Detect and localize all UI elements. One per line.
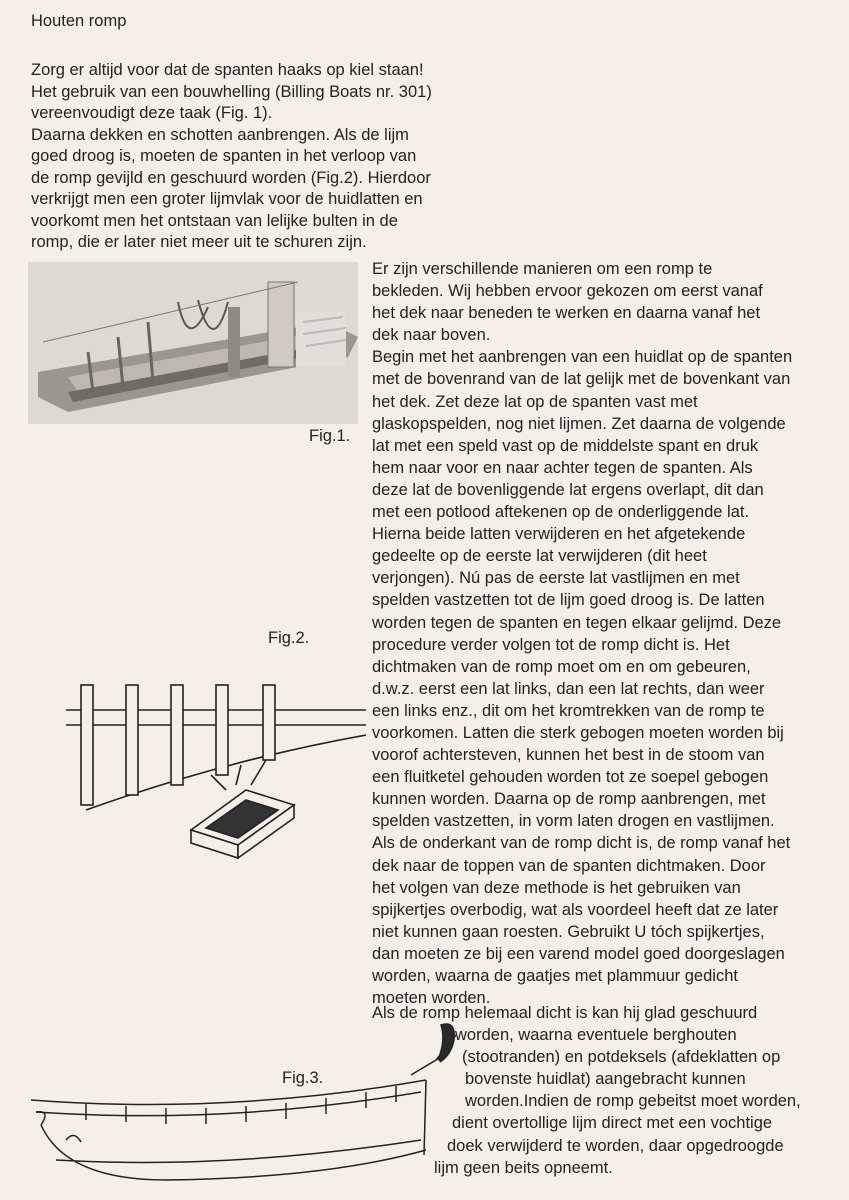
text-line: gedeelte op de eerste lat verwijderen (dit heet [372, 547, 707, 566]
intro-line: goed droog is, moeten de spanten in het verloop van [31, 147, 417, 165]
intro-line: voorkomt men het ontstaan van lelijke bulten in de [31, 211, 398, 230]
fig1-caption: Fig.1. [309, 427, 351, 445]
page-title: Houten romp [31, 12, 127, 30]
text-line: het dek. Zet deze lat op de spanten vast met [372, 392, 698, 411]
text-line: worden tegen de spanten en tegen elkaar gelijmd. Deze [372, 613, 782, 632]
text-line: hem naar voor en naar achter tegen de spanten. Als [372, 458, 753, 477]
text-line: spijkertjes overbodig, wat als voordeel heeft dat ze later [372, 900, 779, 919]
text-line: het dek naar beneden te werken en daarna vanaf het [372, 304, 761, 323]
main-text-column [372, 258, 822, 1009]
frames-sanding-diagram [66, 680, 366, 870]
text-line: dek naar de toppen van de spanten dichtmaken. Door [372, 856, 766, 875]
text-line: lijm geen beits opneemt. [434, 1158, 613, 1177]
text-line: dan moeten ze bij een varend model goed doorgeslagen [372, 944, 785, 963]
text-line: moeten worden. [372, 989, 491, 1008]
intro-line: Daarna dekken en schotten aanbrengen. Als de lijm [31, 125, 409, 144]
text-line: worden.Indien de romp gebeitst moet worden, [465, 1092, 801, 1111]
text-line: dient overtollige lijm direct met een vochtige [452, 1114, 773, 1133]
text-line: een links enz., dit om het kromtrekken van de romp te [372, 701, 765, 720]
text-line: Als de onderkant van de romp dicht is, de romp vanaf het [372, 834, 791, 853]
intro-line: romp, die er later niet meer uit te schuren zijn. [31, 233, 367, 251]
text-line: met de bovenrand van de lat gelijk met de bovenkant van [372, 370, 791, 389]
text-line: voorof achtersteven, kunnen het best in de stoom van [372, 746, 765, 765]
text-line: worden, waarna eventuele berghouten [455, 1026, 737, 1045]
intro-line: Zorg er altijd voor dat de spanten haaks op kiel staan! [31, 61, 424, 79]
text-line: het volgen van deze methode is het gebruiken van [372, 878, 741, 897]
building-slip-photo [28, 262, 358, 424]
text-line: met een potlood aftekenen op de onderliggende lat. [372, 503, 750, 522]
text-line: (stootranden) en potdeksels (afdeklatten op [462, 1048, 781, 1067]
text-line: Begin met het aanbrengen van een huidlat op de spanten [372, 348, 793, 367]
text-line: doek verwijderd te worden, daar opgedroogde [447, 1136, 784, 1155]
bottom-text [372, 1002, 801, 1179]
text-line: Als de romp helemaal dicht is kan hij glad geschuurd [372, 1004, 758, 1022]
text-line: bekleden. Wij hebben ervoor gekozen om eerst vanaf [372, 282, 763, 301]
intro-text [31, 60, 501, 254]
text-line: d.w.z. eerst een lat links, dan een lat rechts, dan weer [372, 679, 765, 698]
fig2-caption: Fig.2. [268, 629, 310, 647]
text-line: niet kunnen gaan roesten. Gebruikt U tóch spijkertjes, [372, 922, 765, 941]
fig3-caption: Fig.3. [282, 1069, 324, 1087]
text-line: dichtmaken van de romp moet om en om gebeuren, [372, 657, 751, 676]
text-line: worden, waarna de gaatjes met plammuur gedicht [372, 967, 738, 985]
text-line: procedure verder volgen tot de romp dicht is. Het [372, 635, 730, 654]
intro-line: de romp gevijld en geschuurd worden (Fig.2). Hierdoor [31, 168, 431, 187]
text-line: kunnen worden. Daarna op de romp aanbrengen, met [372, 790, 766, 809]
text-line: Er zijn verschillende manieren om een romp te [372, 260, 713, 278]
text-line: glaskopspelden, nog niet lijmen. Zet daarna de volgende [372, 414, 786, 433]
text-line: dek naar boven. [372, 326, 491, 345]
text-line: deze lat de bovenliggende lat ergens overlapt, dit dan [372, 480, 764, 499]
intro-line: vereenvoudigt deze taak (Fig. 1). [31, 104, 273, 122]
text-line: voorkomen. Latten die sterk gebogen moeten worden bij [372, 723, 784, 742]
text-line: bovenste huidlat) aangebracht kunnen [465, 1070, 746, 1089]
text-line: verjongen). Nú pas de eerste lat vastlijmen en met [372, 569, 740, 588]
text-line: spelden vastzetten, in vorm laten drogen en vastlijmen. [372, 812, 775, 831]
intro-line: verkrijgt men een groter lijmvlak voor de huidlatten en [31, 190, 423, 208]
text-line: een fluitketel gehouden worden tot ze soepel gebogen [372, 768, 769, 787]
intro-line: Het gebruik van een bouwhelling (Billing Boats nr. 301) [31, 82, 432, 101]
text-line: lat met een speld vast op de middelste spant en druk [372, 436, 759, 455]
text-line: spelden vastzetten tot de lijm goed droog is. De latten [372, 591, 765, 610]
text-line: Hierna beide latten verwijderen en het afgetekende [372, 525, 746, 544]
